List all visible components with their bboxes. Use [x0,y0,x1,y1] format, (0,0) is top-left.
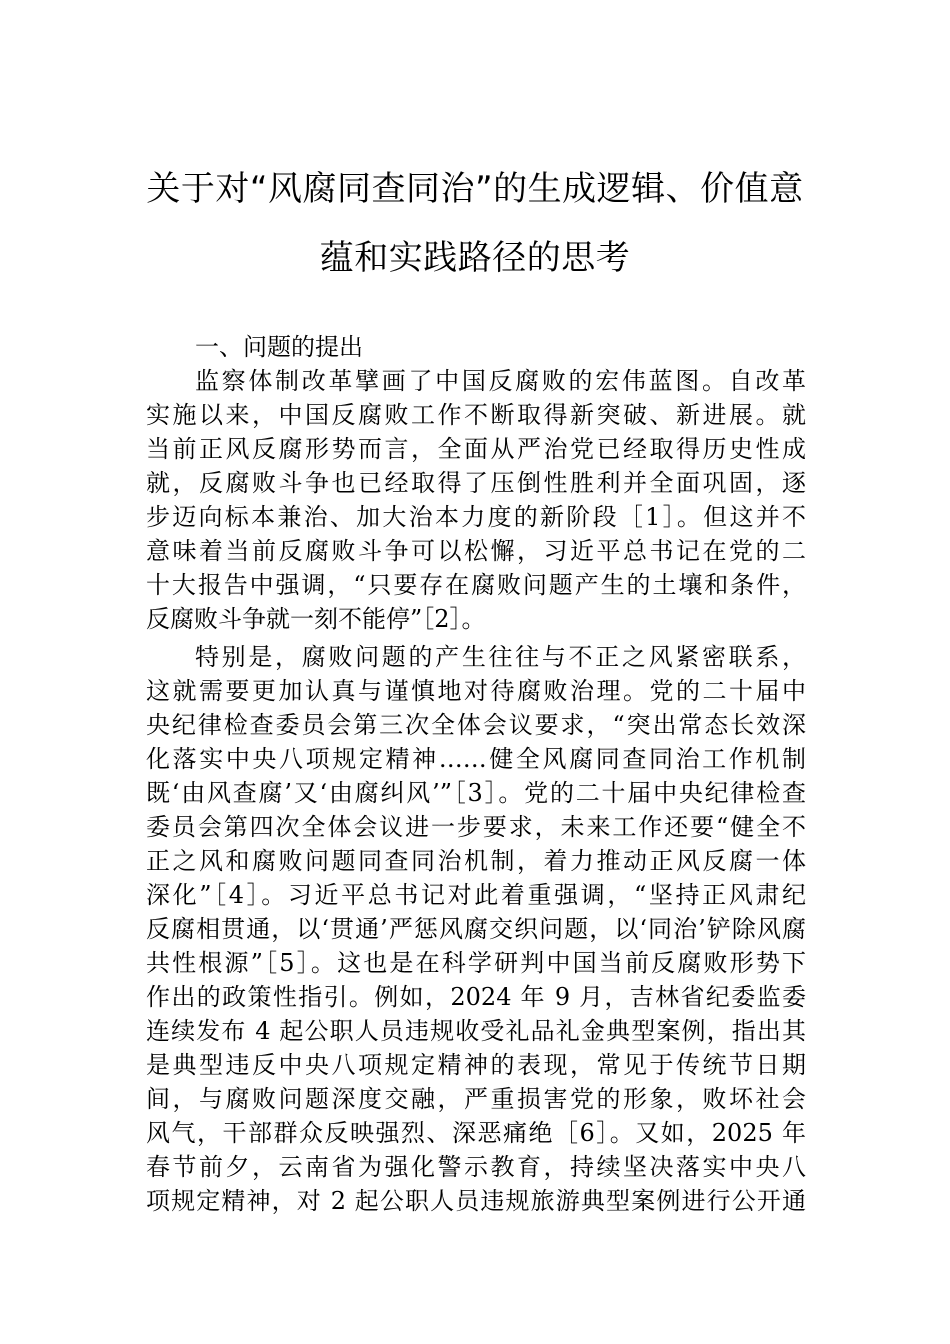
paragraph-1-line: 就，反腐败斗争也已经取得了压倒性胜利并全面巩固，逐 [146,469,806,497]
paragraph-2-line: 央纪律检查委员会第三次全体会议要求，“突出常态长效深 [146,711,806,739]
paragraph-1-line: 实施以来，中国反腐败工作不断取得新突破、新进展。就 [146,401,806,429]
paragraph-2-line: 化落实中央八项规定精神……健全风腐同查同治工作机制 [146,745,806,773]
document-title-line-1: 关于对“风腐同查同治”的生成逻辑、价值意 [146,169,804,209]
paragraph-2-line: 是典型违反中央八项规定精神的表现，常见于传统节日期 [146,1051,806,1079]
paragraph-1-line: 当前正风反腐形势而言，全面从严治党已经取得历史性成 [146,435,806,463]
paragraph-1-line: 步迈向标本兼治、加大治本力度的新阶段［1］。但这并不 [146,503,806,531]
paragraph-1-line: 意味着当前反腐败斗争可以松懈，习近平总书记在党的二 [146,537,806,565]
paragraph-2-line: 深化”［4］。习近平总书记对此着重强调，“坚持正风肃纪 [146,881,806,909]
paragraph-1-line: 监察体制改革擘画了中国反腐败的宏伟蓝图。自改革 [195,367,806,395]
section-heading: 一、问题的提出 [195,333,363,361]
paragraph-2-line: 项规定精神，对 2 起公职人员违规旅游典型案例进行公开通 [146,1187,806,1215]
paragraph-2-line: 连续发布 4 起公职人员违规收受礼品礼金典型案例，指出其 [146,1017,806,1045]
paragraph-2-line: 春节前夕，云南省为强化警示教育，持续坚决落实中央八 [146,1153,806,1181]
paragraph-1-line: 十大报告中强调，“只要存在腐败问题产生的土壤和条件， [146,571,806,599]
paragraph-2-line: 委员会第四次全体会议进一步要求，未来工作还要“健全不 [146,813,806,841]
paragraph-2-line: 共性根源”［5］。这也是在科学研判中国当前反腐败形势下 [146,949,806,977]
paragraph-2-line: 风气，干部群众反映强烈、深恶痛绝［6］。又如，2025 年 [146,1119,806,1147]
paragraph-2-line: 这就需要更加认真与谨慎地对待腐败治理。党的二十届中 [146,677,806,705]
paragraph-2-line: 反腐相贯通，以‘贯通’严惩风腐交织问题，以‘同治’铲除风腐 [146,915,806,943]
paragraph-1-line: 反腐败斗争就一刻不能停”［2］。 [146,605,486,633]
paragraph-2-line: 既‘由风查腐’又‘由腐纠风’”［3］。党的二十届中央纪律检查 [146,779,806,807]
paragraph-2-line: 间，与腐败问题深度交融，严重损害党的形象，败坏社会 [146,1085,806,1113]
paragraph-2-line: 作出的政策性指引。例如，2024 年 9 月，吉林省纪委监委 [146,983,806,1011]
paragraph-2-line: 正之风和腐败问题同查同治机制，着力推动正风反腐一体 [146,847,806,875]
paragraph-2-line: 特别是，腐败问题的产生往往与不正之风紧密联系， [195,643,806,671]
document-title-line-2: 蕴和实践路径的思考 [319,238,631,278]
